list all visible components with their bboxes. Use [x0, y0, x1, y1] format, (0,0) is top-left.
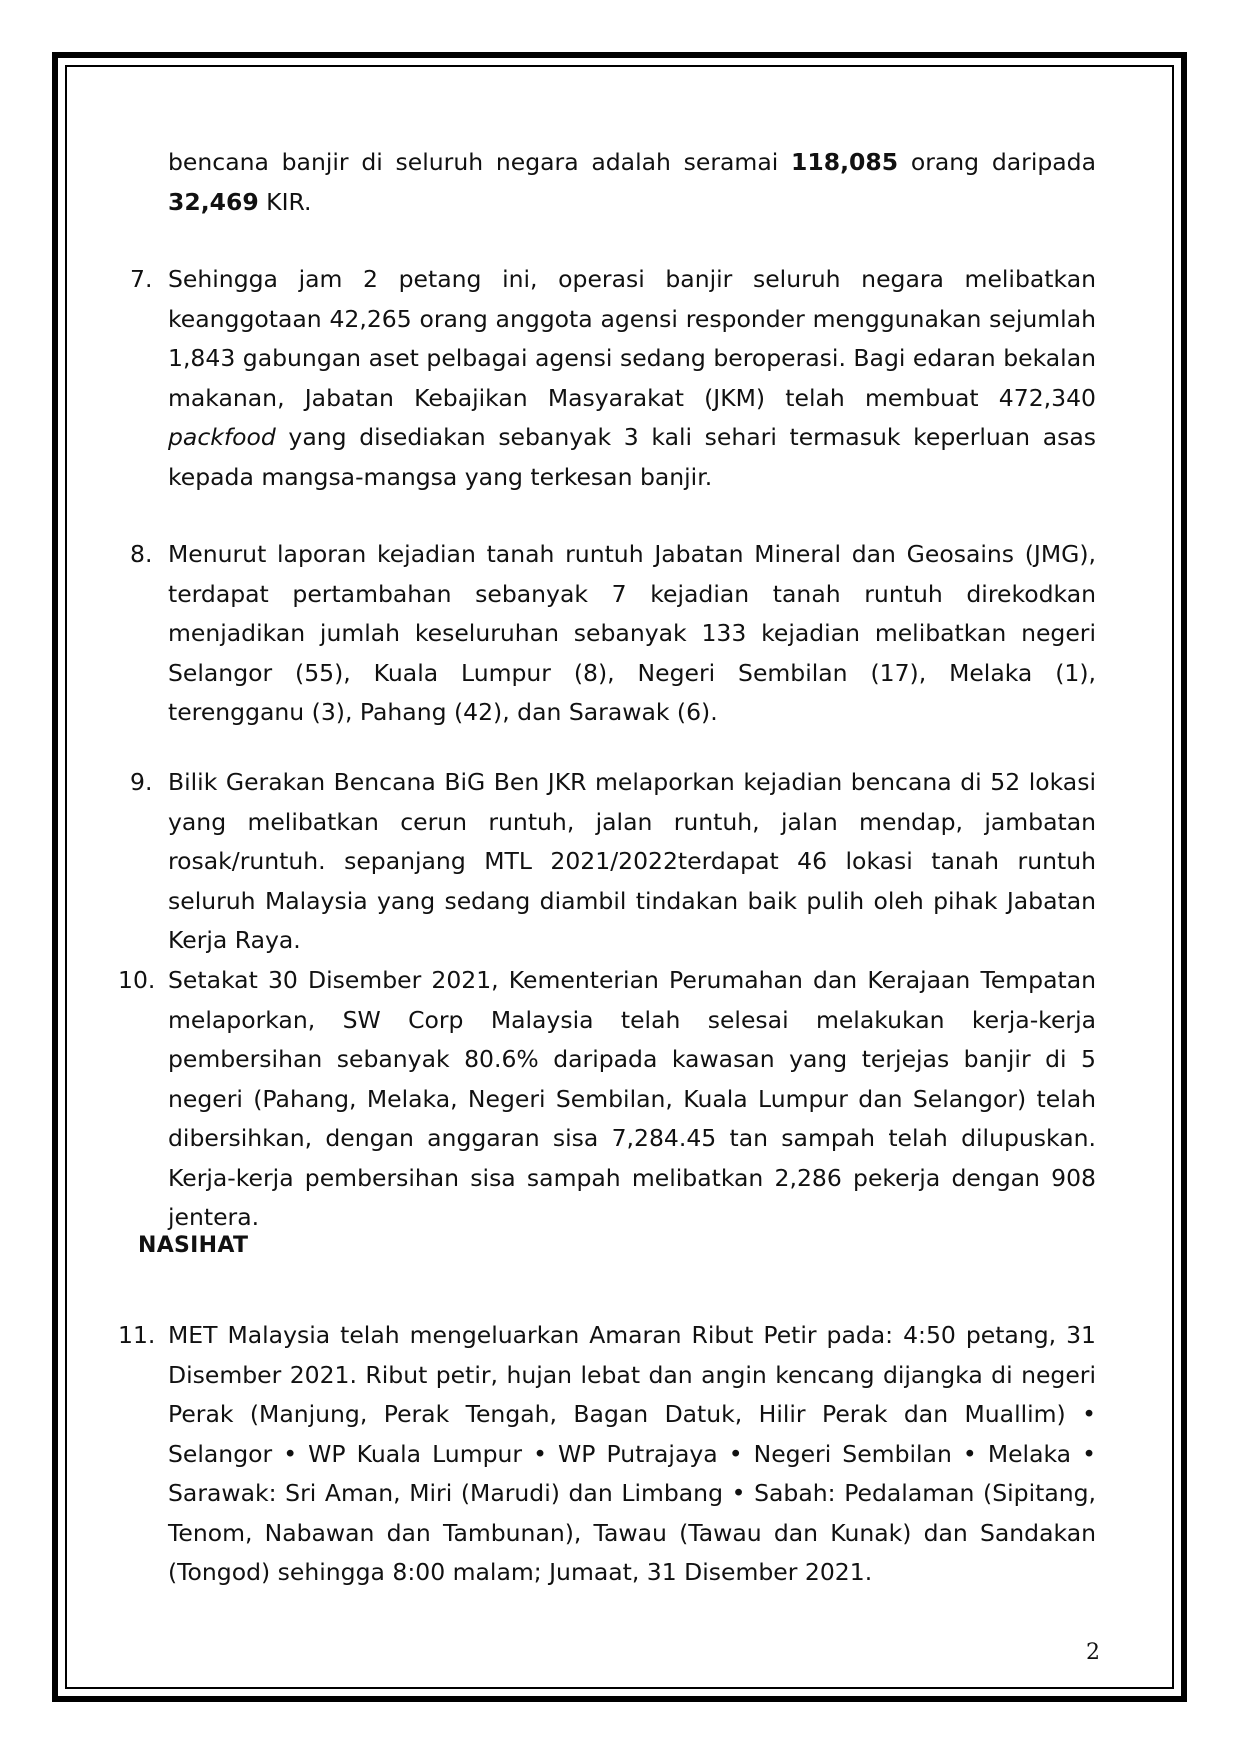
paragraph-8: 8. Menurut laporan kejadian tanah runtuh Jabatan Mineral dan Geosains (JMG), terdapat pertambahan sebanyak 7 kejadian tanah runtuh direkodkan menjadikan jumlah keseluruhan sebanyak 133 kejadian melibatkan negeri Selangor (55), Kuala Lumpur (8), Negeri Sembilan (17), Melaka (1), terengganu (3), Pahang (42), dan Sarawak (6).	[168, 535, 1096, 733]
paragraph-number: 11.	[118, 1321, 156, 1349]
paragraph-number: 7.	[130, 265, 153, 293]
affected-families-count: 32,469	[168, 187, 259, 216]
section-heading-nasihat: NASIHAT	[138, 1233, 249, 1258]
paragraph-11: 11. MET Malaysia telah mengeluarkan Amaran Ribut Petir pada: 4:50 petang, 31 Disember 2021. Ribut petir, hujan lebat dan angin kencang dijangka di negeri Perak (Manjung, Perak Tengah, Bagan Datuk, Hilir Perak dan Muallim) • Selangor • WP Kuala Lumpur • WP Putrajaya • Negeri Sembilan • Melaka • Sarawak: Sri Aman, Miri (Marudi) dan Limbang • Sabah: Pedalaman (Sipitang, Tenom, Nabawan dan Tambunan), Tawau (Tawau dan Kunak) dan Sandakan (Tongod) sehingga 8:00 malam; Jumaat, 31 Disember 2021.	[168, 1316, 1096, 1593]
paragraph-10: 10. Setakat 30 Disember 2021, Kementerian Perumahan dan Kerajaan Tempatan melaporkan, SW Corp Malaysia telah selesai melakukan kerja-kerja pembersihan sebanyak 80.6% daripada kawasan yang terjejas banjir di 5 negeri (Pahang, Melaka, Negeri Sembilan, Kuala Lumpur dan Selangor) telah dibersihkan, dengan anggaran sisa 7,284.45 tan sampah telah dilupuskan. Kerja-kerja pembersihan sisa sampah melibatkan 2,286 pekerja dengan 908 jentera.	[168, 961, 1096, 1238]
paragraph-number: 10.	[118, 966, 156, 994]
paragraph-7: 7. Sehingga jam 2 petang ini, operasi banjir seluruh negara melibatkan keanggotaan 42,265 orang anggota agensi responder menggunakan sejumlah 1,843 gabungan aset pelbagai agensi sedang beroperasi. Bagi edaran bekalan makanan, Jabatan Kebajikan Masyarakat (JKM) telah membuat 472,340 packfood yang disediakan sebanyak 3 kali sehari termasuk keperluan asas kepada mangsa-mangsa yang terkesan banjir.	[168, 260, 1096, 497]
packfood-term: packfood	[168, 423, 276, 451]
page-number: 2	[1086, 1640, 1100, 1665]
paragraph-number: 9.	[130, 768, 153, 796]
affected-people-count: 118,085	[791, 148, 899, 176]
continued-paragraph: bencana banjir di seluruh negara adalah seramai 118,085 orang daripada 32,469 KIR.	[168, 148, 1096, 216]
paragraph-number: 8.	[130, 540, 153, 568]
paragraph-9: 9. Bilik Gerakan Bencana BiG Ben JKR melaporkan kejadian bencana di 52 lokasi yang melibatkan cerun runtuh, jalan runtuh, jalan mendap, jambatan rosak/runtuh. sepanjang MTL 2021/2022terdapat 46 lokasi tanah runtuh seluruh Malaysia yang sedang diambil tindakan baik pulih oleh pihak Jabatan Kerja Raya.	[168, 763, 1096, 961]
